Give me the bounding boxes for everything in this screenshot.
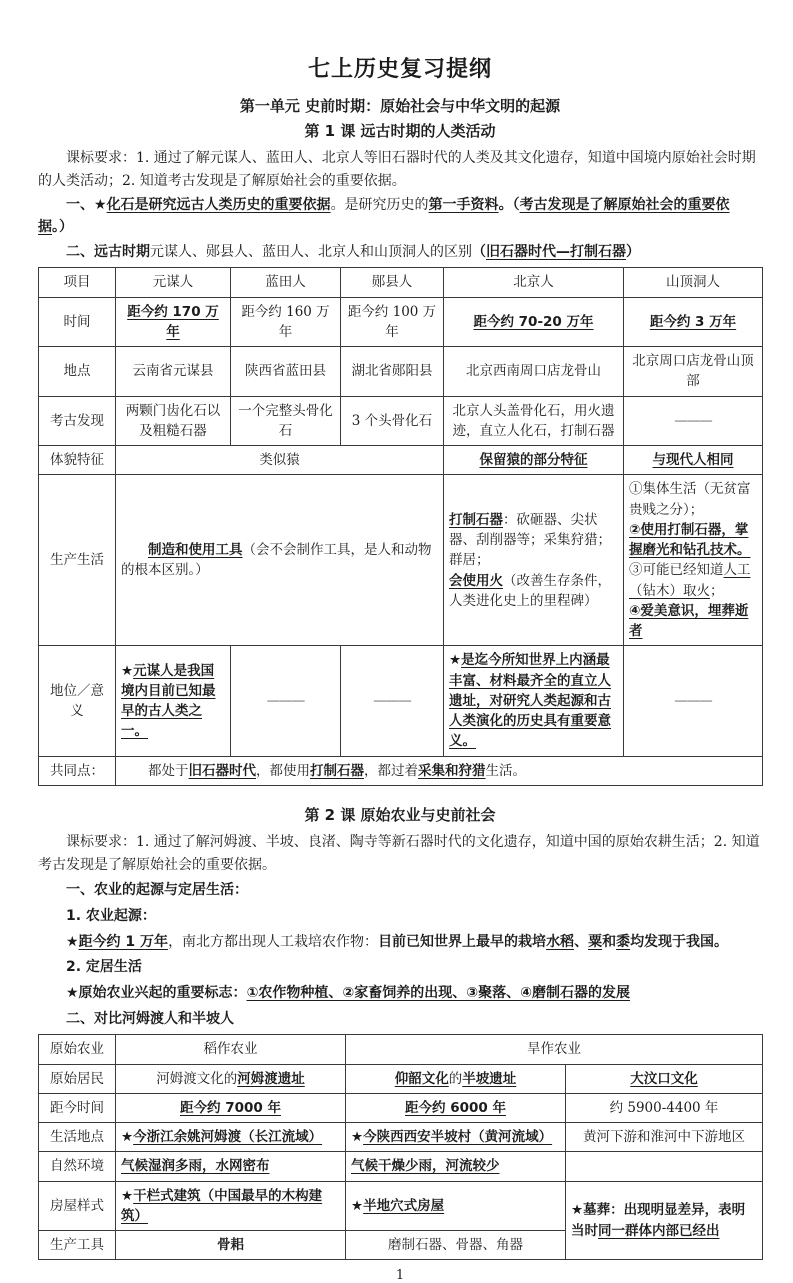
text-segment: ，都过着 bbox=[364, 762, 418, 779]
text-segment: 化石是研究远古人类历史的重要依据 bbox=[106, 197, 331, 214]
text-segment: 河姆渡文化的 bbox=[156, 1070, 238, 1087]
text-segment: 旱作农业 bbox=[527, 1041, 581, 1058]
text-segment: 采集和狩猎 bbox=[418, 762, 486, 779]
text-segment: 距今约 1 万年 bbox=[78, 933, 169, 950]
row-label-natural-environment bbox=[39, 1152, 116, 1181]
row-label-primitive-residents bbox=[39, 1064, 116, 1093]
table-row bbox=[39, 396, 763, 446]
text-segment: 考古发现 bbox=[50, 412, 104, 429]
text-segment: ——— bbox=[266, 692, 305, 709]
text-segment: 打制石器 bbox=[449, 511, 503, 528]
table-cell bbox=[346, 1093, 566, 1122]
table-row bbox=[39, 1093, 763, 1122]
text-segment: 水稻 bbox=[546, 933, 575, 950]
text-segment: 、 bbox=[574, 933, 589, 950]
table-cell bbox=[566, 1152, 763, 1181]
text-segment: ） bbox=[626, 243, 640, 260]
text-segment: 均发现于我国。 bbox=[630, 933, 729, 950]
text-segment: （改善生存条件，人类进化史上的里程碑） bbox=[449, 572, 611, 609]
table-cell bbox=[346, 1035, 763, 1064]
text-segment: 共同点： bbox=[50, 762, 104, 779]
cell-header-item bbox=[39, 268, 116, 297]
table-cell bbox=[341, 347, 444, 397]
text-segment: ，都使用 bbox=[256, 762, 310, 779]
text-segment: 。（ bbox=[498, 197, 520, 214]
text-segment: 的 bbox=[448, 1070, 463, 1087]
row-label-appearance bbox=[39, 446, 116, 475]
text-segment: 元谋人 bbox=[152, 274, 194, 291]
text-segment: （会不会制作工具，是人和动物的根本区别。） bbox=[121, 542, 432, 579]
text-segment: 距今约 160 万年 bbox=[241, 303, 330, 340]
table-row bbox=[39, 1035, 763, 1064]
table-row bbox=[39, 756, 763, 785]
text-segment: 北京周口店龙骨山顶部 bbox=[632, 353, 754, 390]
row-label-production-tools bbox=[39, 1231, 116, 1260]
row-label-place bbox=[39, 347, 116, 397]
lesson1-heading: 第 1 课 远古时期的人类活动 bbox=[304, 122, 496, 140]
key-point-fossil bbox=[38, 195, 762, 238]
text-segment: ★ bbox=[121, 662, 134, 679]
table-row bbox=[39, 1181, 763, 1231]
row-label-time bbox=[39, 297, 116, 347]
row-label-house-style bbox=[39, 1181, 116, 1231]
text-segment: 距今约 70-20 万年 bbox=[473, 313, 594, 330]
text-segment: 距今约 3 万年 bbox=[649, 313, 737, 330]
text-segment: ★ bbox=[66, 933, 79, 950]
table-cell bbox=[444, 475, 624, 646]
row-label-archaeology bbox=[39, 396, 116, 446]
table-cell bbox=[116, 1152, 346, 1181]
text-segment: 一、★ bbox=[66, 197, 107, 214]
text-segment: 自然环境 bbox=[50, 1158, 104, 1175]
table-cell bbox=[624, 396, 763, 446]
text-segment: ★ bbox=[449, 652, 462, 669]
table-cell bbox=[116, 1064, 346, 1093]
text-segment: 同一群体内部已经出 bbox=[598, 1222, 720, 1239]
table-cell bbox=[346, 1231, 566, 1260]
section-gap bbox=[38, 786, 762, 802]
text-segment: ——— bbox=[674, 412, 712, 429]
table-row bbox=[39, 1152, 763, 1181]
text-segment: 元谋人、郧县人、蓝田人、北京人和山顶洞人的区别 bbox=[150, 243, 472, 260]
text-segment: 云南省元谋县 bbox=[132, 363, 214, 380]
text-segment: 生产工具 bbox=[50, 1237, 104, 1254]
text-segment: ①集体生活（无贫富贵贱之分）； bbox=[629, 481, 751, 518]
text-segment: ； bbox=[710, 582, 724, 599]
key-point-comparison bbox=[38, 242, 762, 264]
table-cell bbox=[341, 297, 444, 347]
section-heading-hemudu-banpo-comparison: 二、对比河姆渡人和半坡人 bbox=[66, 1010, 234, 1027]
table-cell bbox=[116, 1181, 346, 1231]
table-cell bbox=[624, 347, 763, 397]
text-segment: 气候湿润多雨，水网密布 bbox=[121, 1158, 270, 1175]
text-segment: 约 5900-4400 年 bbox=[609, 1099, 719, 1116]
text-segment: 距今约 170 万年 bbox=[127, 303, 219, 340]
table-cell bbox=[231, 646, 341, 756]
cell-header-beijing bbox=[444, 268, 624, 297]
table-row bbox=[39, 646, 763, 756]
table-cell bbox=[116, 297, 231, 347]
table-row bbox=[39, 347, 763, 397]
table-row bbox=[39, 475, 763, 646]
text-segment: ①农作物种植、②家畜饲养的出现、③聚落、④磨制石器的发展 bbox=[246, 985, 630, 1001]
cell-header-shandingdong bbox=[624, 268, 763, 297]
cell-header-yunxian bbox=[341, 268, 444, 297]
lesson2-heading: 第 2 课 原始农业与史前社会 bbox=[304, 805, 496, 824]
text-segment: 元谋人是我国境内目前已知最早的古人类之一。 bbox=[121, 662, 216, 740]
subsection-agriculture-origin: 1. 农业起源： bbox=[66, 907, 156, 924]
text-segment: 保留猿的部分特征 bbox=[479, 452, 588, 469]
table-cell bbox=[346, 1152, 566, 1181]
key-point-crop-cultivation bbox=[38, 932, 762, 954]
table-cell bbox=[346, 1181, 566, 1231]
row-label-common-points bbox=[39, 756, 116, 785]
table-row bbox=[39, 446, 763, 475]
section-heading-agriculture-origin-settlement: 一、农业的起源与定居生活： bbox=[66, 882, 248, 899]
text-segment: ④爱美意识，埋葬逝者 bbox=[629, 602, 749, 640]
table-cell bbox=[231, 297, 341, 347]
lesson1-curriculum-requirements: 课标要求：1. 通过了解元谋人、蓝田人、北京人等旧石器时代的人类及其文化遗存，知道中国境内原始社会时期的人类活动；2. 知道考古发现是了解原始社会的重要依据。 bbox=[38, 150, 756, 189]
text-segment: ：砍砸器、尖状器、刮削器等；采集狩猎；群居； bbox=[449, 511, 611, 569]
row-label-time-ago bbox=[39, 1093, 116, 1122]
text-segment: 半地穴式房屋 bbox=[363, 1197, 445, 1214]
table-cell bbox=[566, 1181, 763, 1260]
text-segment: 距今约 100 万年 bbox=[347, 303, 437, 340]
text-segment: 今陕西西安半坡村（黄河流域） bbox=[363, 1129, 553, 1146]
text-segment: 体貌特征 bbox=[50, 452, 104, 469]
text-segment: 郧县人 bbox=[371, 274, 413, 291]
ancient-humans-comparison-table bbox=[38, 267, 763, 786]
text-segment: 原始农业 bbox=[50, 1041, 104, 1058]
text-segment: ②使用打制石器，掌握磨光和钻孔技术。 bbox=[629, 521, 751, 559]
cell-header-lantian bbox=[231, 268, 341, 297]
table-cell bbox=[624, 297, 763, 347]
doc-title: 七上历史复习提纲 bbox=[307, 57, 492, 82]
table-cell bbox=[444, 347, 624, 397]
table-cell bbox=[346, 1064, 566, 1093]
table-row bbox=[39, 1123, 763, 1152]
text-segment: 半坡遗址 bbox=[462, 1070, 517, 1087]
text-segment: 生产生活 bbox=[50, 552, 104, 569]
text-segment: 旧石器时代—打制石器 bbox=[486, 243, 626, 260]
text-segment: ，南北方都出现人工栽培农作物： bbox=[168, 933, 379, 950]
table-row bbox=[39, 268, 763, 297]
text-segment: ★原始农业兴起的重要标志： bbox=[66, 985, 247, 1001]
row-label-status-significance bbox=[39, 646, 116, 756]
text-segment: 气候干燥少雨，河流较少 bbox=[351, 1158, 500, 1175]
row-label-primitive-agriculture bbox=[39, 1035, 116, 1064]
table-cell bbox=[231, 347, 341, 397]
text-segment: 考古发现是了解原始社会的重要依据 bbox=[38, 197, 730, 236]
text-segment: 目前已知世界上最早的栽培 bbox=[378, 933, 547, 950]
unit-heading: 第一单元 史前时期：原始社会与中华文明的起源 bbox=[239, 97, 561, 115]
subsection-settled-life: 2. 定居生活 bbox=[66, 959, 142, 976]
text-segment: 地点 bbox=[63, 363, 91, 380]
text-segment: 项目 bbox=[63, 274, 91, 291]
table-cell bbox=[116, 1231, 346, 1260]
text-segment: 湖北省郧阳县 bbox=[351, 363, 433, 380]
table-cell bbox=[116, 1123, 346, 1152]
text-segment: ③可能已经知道 bbox=[629, 562, 724, 579]
table-cell bbox=[346, 1123, 566, 1152]
text-segment: 蓝田人 bbox=[265, 274, 306, 291]
text-segment: ★ bbox=[121, 1129, 134, 1146]
text-segment: 原始居民 bbox=[50, 1070, 104, 1087]
text-segment: 距今约 6000 年 bbox=[405, 1099, 506, 1116]
text-segment: 和 bbox=[602, 933, 617, 950]
table-cell bbox=[341, 396, 444, 446]
table-cell bbox=[566, 1123, 763, 1152]
text-segment: 生活。 bbox=[485, 762, 526, 779]
text-segment: ★ bbox=[351, 1129, 364, 1146]
text-segment: 大汶口文化 bbox=[630, 1070, 698, 1087]
table-cell bbox=[444, 396, 624, 446]
table-row bbox=[39, 1064, 763, 1093]
text-segment: 今浙江余姚河姆渡（长江流域） bbox=[133, 1129, 323, 1146]
table-cell bbox=[116, 347, 231, 397]
text-segment: 生活地点 bbox=[50, 1129, 104, 1146]
text-segment: 黄河下游和淮河中下游地区 bbox=[583, 1129, 745, 1146]
text-segment: 河姆渡遗址 bbox=[237, 1070, 305, 1087]
text-segment: 山顶洞人 bbox=[666, 274, 720, 291]
text-segment: 旧石器时代 bbox=[188, 762, 256, 779]
text-segment: 。） bbox=[52, 219, 73, 236]
text-segment: 都处于 bbox=[148, 762, 189, 779]
table-cell bbox=[116, 396, 231, 446]
text-segment: ——— bbox=[674, 692, 712, 709]
text-segment: 黍 bbox=[616, 933, 631, 950]
row-label-production-life bbox=[39, 475, 116, 646]
table-cell bbox=[624, 446, 763, 475]
row-label-living-place bbox=[39, 1123, 116, 1152]
key-point-agriculture-markers bbox=[38, 983, 762, 1005]
text-segment: 磨制石器、骨器、角器 bbox=[388, 1237, 523, 1254]
table-cell bbox=[624, 646, 763, 756]
table-cell bbox=[444, 646, 624, 756]
text-segment: 陕西省蓝田县 bbox=[245, 363, 326, 380]
table-cell bbox=[116, 1093, 346, 1122]
text-segment: 房屋样式 bbox=[50, 1197, 104, 1214]
text-segment: ★ bbox=[121, 1187, 134, 1204]
text-segment: 距今约 7000 年 bbox=[180, 1099, 281, 1116]
text-segment: 一个完整头骨化石 bbox=[238, 402, 333, 439]
text-segment: 人工（钻木）取火 bbox=[629, 562, 751, 599]
table-cell bbox=[444, 297, 624, 347]
cell-header-yuanmou bbox=[116, 268, 231, 297]
page-number: 1 bbox=[395, 1268, 405, 1283]
table-cell bbox=[116, 646, 231, 756]
text-segment: 二、远古时期 bbox=[66, 243, 150, 260]
table-cell bbox=[116, 1035, 346, 1064]
table-cell bbox=[116, 475, 444, 646]
table-row bbox=[39, 297, 763, 347]
text-segment: 粟 bbox=[588, 933, 603, 950]
table-cell bbox=[231, 396, 341, 446]
text-segment: ★ bbox=[351, 1197, 364, 1214]
hemudu-banpo-comparison-table bbox=[38, 1034, 763, 1260]
text-segment: 稻作农业 bbox=[203, 1041, 258, 1058]
text-segment: 是迄今所知世界上内涵最丰富、材料最齐全的直立人遗址，对研究人类起源和古人类演化的历史具有重要意义。 bbox=[449, 652, 611, 750]
text-segment: 北京西南周口店龙骨山 bbox=[466, 363, 601, 380]
text-segment: 仰韶文化 bbox=[394, 1070, 449, 1087]
text-segment: 地位／意义 bbox=[50, 682, 104, 720]
text-segment: 北京人头盖骨化石，用火遗迹，直立人化石，打制石器 bbox=[452, 402, 615, 439]
text-segment: 与现代人相同 bbox=[652, 452, 734, 469]
text-segment: 第一手资料 bbox=[428, 197, 499, 214]
table-cell bbox=[566, 1093, 763, 1122]
table-cell bbox=[116, 756, 763, 785]
table-cell bbox=[341, 646, 444, 756]
text-segment: 时间 bbox=[63, 313, 91, 330]
table-cell bbox=[566, 1064, 763, 1093]
text-segment: 两颗门齿化石以及粗糙石器 bbox=[125, 402, 221, 439]
text-segment: 会使用火 bbox=[449, 572, 503, 589]
text-segment: ★墓葬：出现明显差异，表明当时 bbox=[571, 1202, 746, 1239]
text-segment: 。是研究历史的 bbox=[330, 197, 429, 214]
text-segment: 距今时间 bbox=[50, 1099, 104, 1116]
table-cell bbox=[444, 446, 624, 475]
text-segment: 类似猿 bbox=[259, 452, 300, 469]
text-segment: 打制石器 bbox=[310, 762, 364, 779]
text-segment: 3 个头骨化石 bbox=[351, 412, 433, 429]
text-segment: （ bbox=[472, 243, 486, 260]
text-segment: ——— bbox=[373, 692, 411, 709]
lesson2-curriculum-requirements: 课标要求：1. 通过了解河姆渡、半坡、良渚、陶寺等新石器时代的文化遗存，知道中国的原始农耕生活；2. 知道考古发现是了解原始社会的重要依据。 bbox=[38, 833, 760, 873]
text-segment: 制造和使用工具 bbox=[148, 542, 243, 559]
text-segment: 骨耜 bbox=[217, 1237, 244, 1254]
table-cell bbox=[116, 446, 444, 475]
text-segment: 北京人 bbox=[513, 274, 554, 291]
text-segment: 干栏式建筑（中国最早的木构建筑） bbox=[121, 1187, 323, 1224]
table-cell bbox=[624, 475, 763, 646]
